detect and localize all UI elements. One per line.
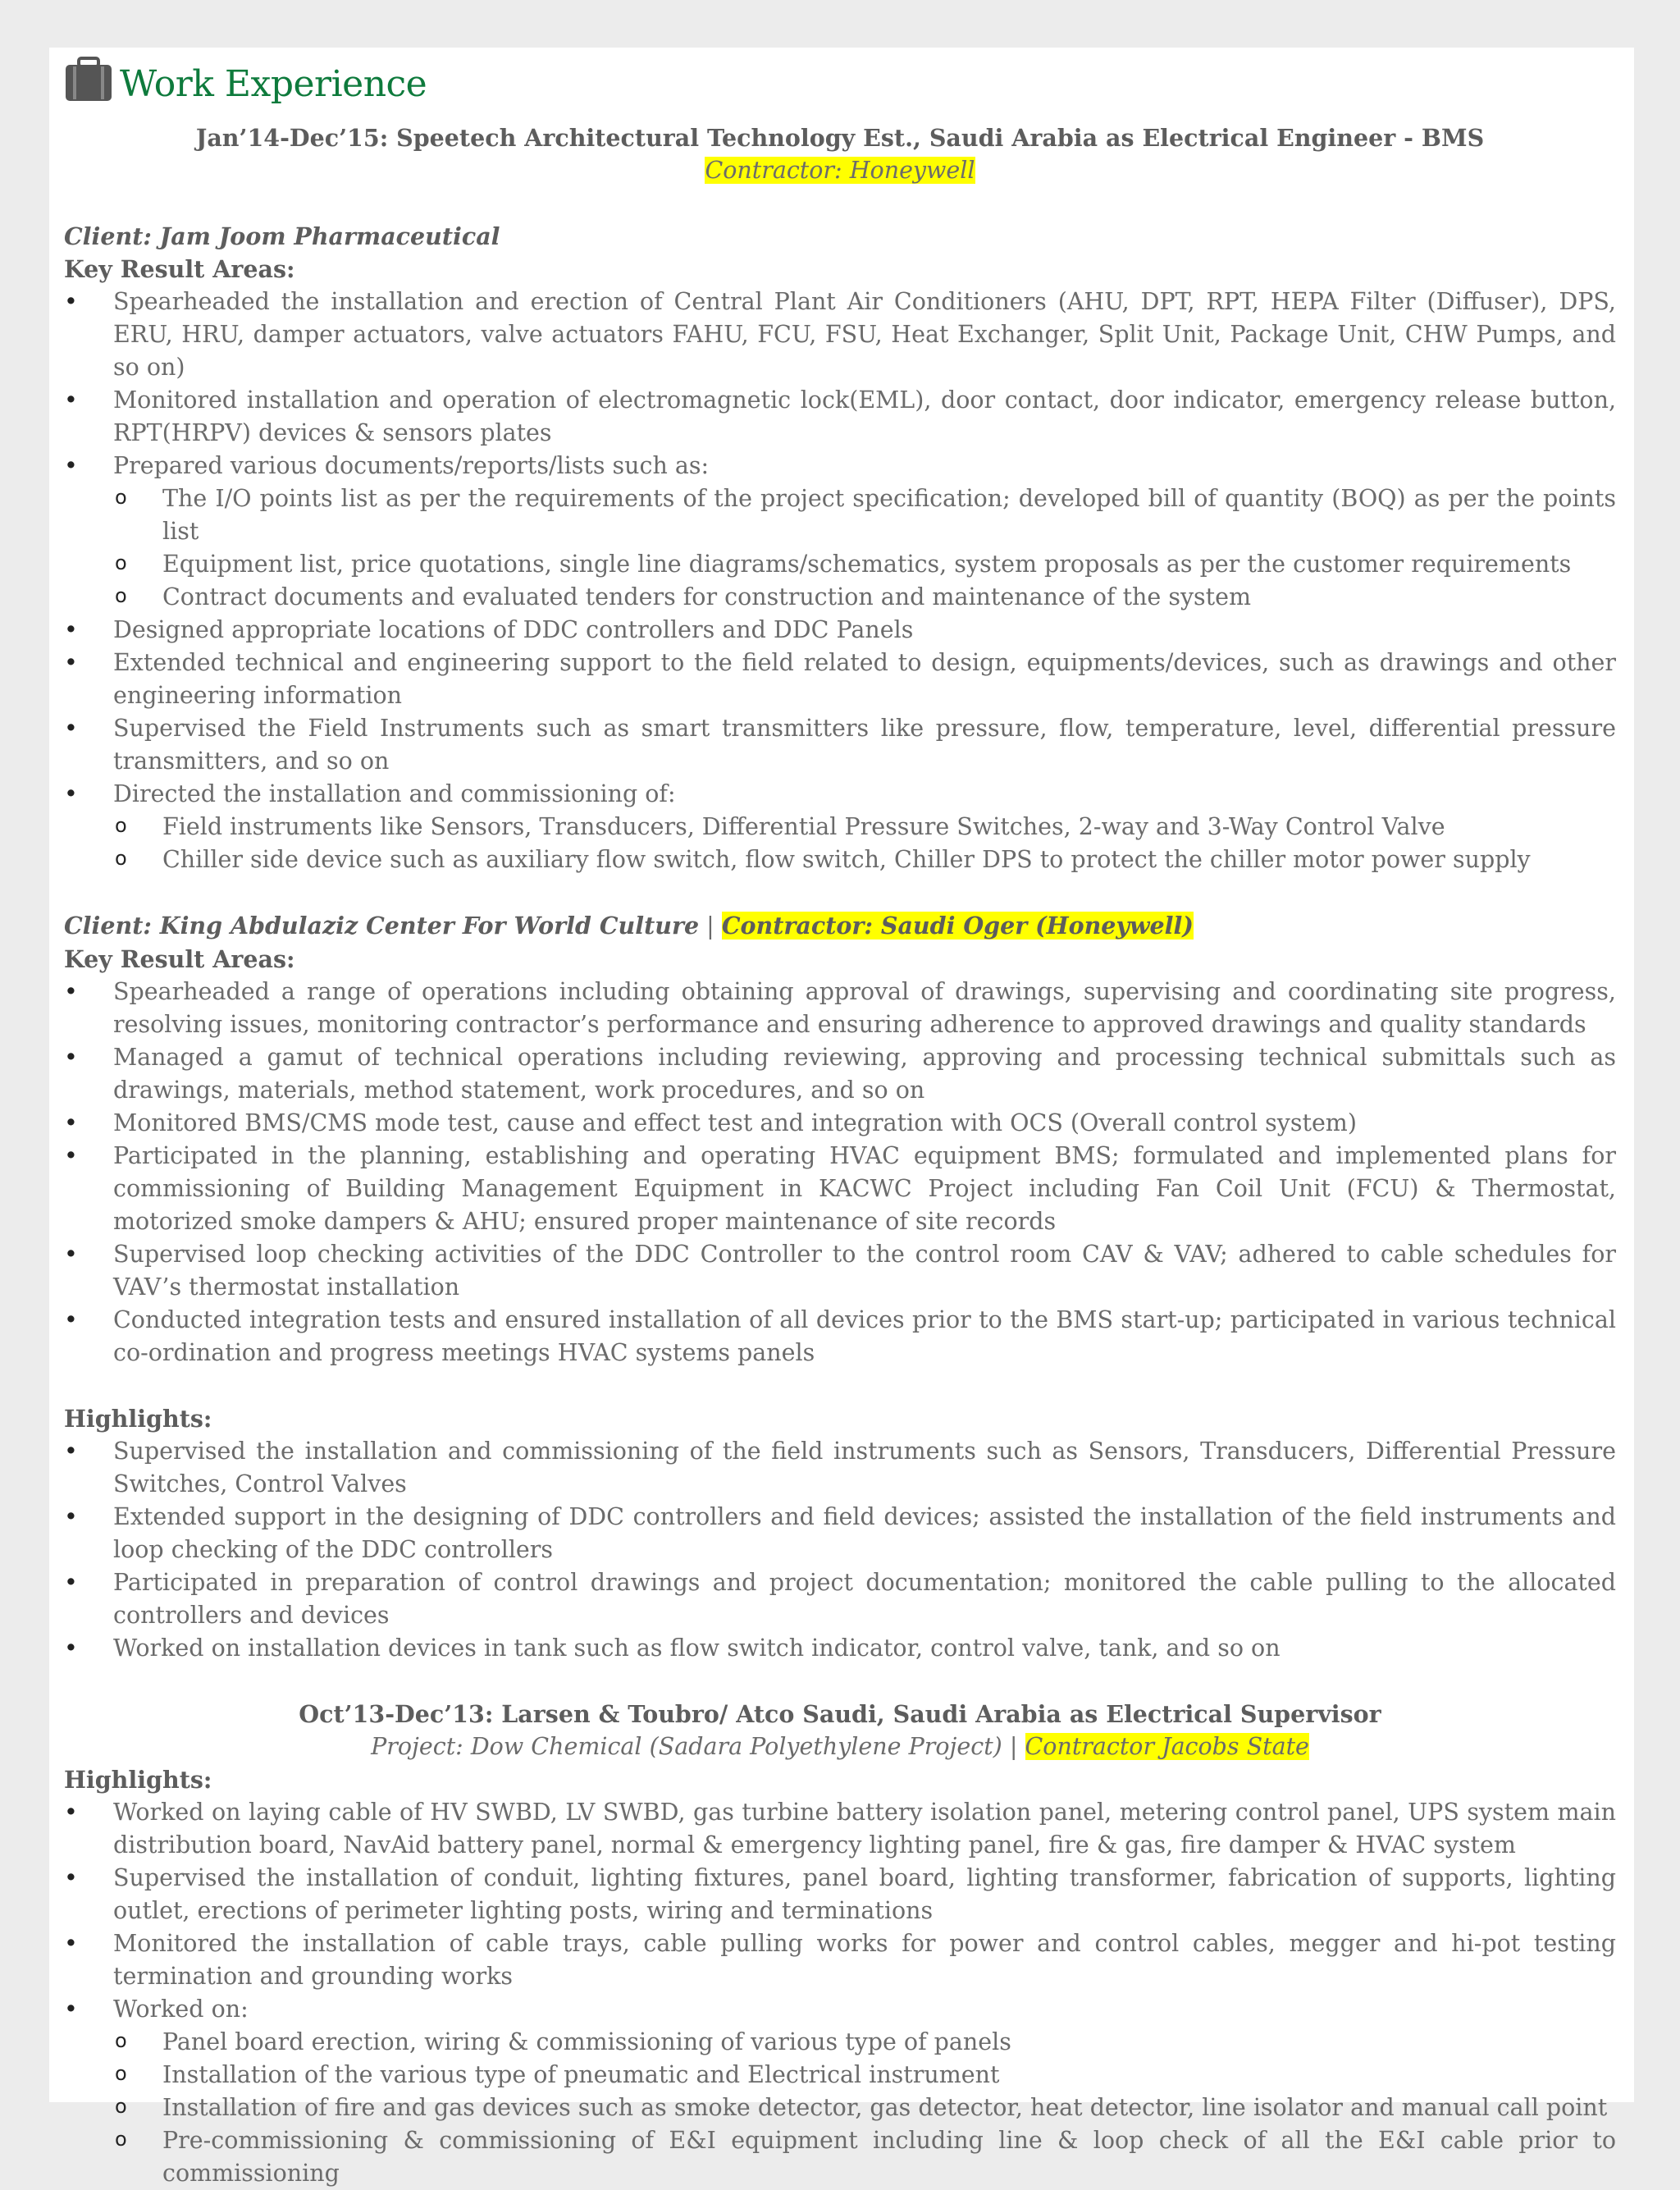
highlights-list <box>64 1796 1616 2190</box>
contractor-label: Contractor: Honeywell <box>705 157 975 184</box>
sub-list-item: o Chiller side device such as auxiliary flow switch, flow switch, Chiller DPS to protect the chiller motor power supply <box>64 844 1616 876</box>
job-title: Jan’14-Dec’15: Speetech Architectural Technology Est., Saudi Arabia as Electrical Engineer - BMS <box>195 124 1485 152</box>
project-name: Project: Dow Chemical (Sadara Polyethylene Project) <box>371 1733 1002 1760</box>
list-item: • Spearheaded the installation and erection of Central Plant Air Conditioners (AHU, DPT, RPT, HEPA Filter (Diffuser), DPS, ERU, HRU, damper actuators, valve actuators FAHU, FCU, FSU, Heat Exchanger, Split Unit, Package Unit, CHW Pumps, and so on) <box>64 286 1616 384</box>
client-line <box>64 909 1616 943</box>
list-item: • Extended support in the designing of DDC controllers and field devices; assisted the installation of the field instruments and loop checking of the DDC controllers <box>64 1501 1616 1566</box>
sub-list <box>64 811 1616 876</box>
list-item: • Monitored the installation of cable trays, cable pulling works for power and control cables, megger and hi-pot testing termination and grounding works <box>64 1927 1616 1993</box>
list-item-text: Worked on: <box>113 1996 249 2023</box>
list-item: • Supervised the Field Instruments such as smart transmitters like pressure, flow, temperature, level, differential pressure transmitters, and so on <box>64 712 1616 778</box>
sub-list-item: o Field instruments like Sensors, Transducers, Differential Pressure Switches, 2-way and 3-Way Control Valve <box>64 811 1616 844</box>
list-item: • Designed appropriate locations of DDC controllers and DDC Panels <box>64 614 1616 647</box>
sub-list <box>64 2026 1616 2190</box>
highlights-heading: Highlights: <box>64 1766 212 1794</box>
list-item <box>64 778 1616 876</box>
list-item: • Worked on installation devices in tank such as flow switch indicator, control valve, tank, and so on <box>64 1632 1616 1665</box>
sub-list-item: o Installation of the various type of pneumatic and Electrical instrument <box>64 2059 1616 2092</box>
briefcase-icon <box>64 57 113 103</box>
sub-list-item: o The I/O points list as per the requirements of the project specification; developed bill of quantity (BOQ) as per the points list <box>64 482 1616 548</box>
client-name: Client: Jam Joom Pharmaceutical <box>64 222 500 250</box>
sub-list-item: o Equipment list, price quotations, single line diagrams/schematics, system proposals as per the customer requirements <box>64 548 1616 581</box>
section-title: Work Experience <box>120 63 427 105</box>
separator: | <box>1002 1733 1025 1760</box>
list-item: • Participated in preparation of control drawings and project documentation; monitored the cable pulling to the allocated controllers and devices <box>64 1566 1616 1632</box>
list-item: • Monitored installation and operation of electromagnetic lock(EML), door contact, door indicator, emergency release button, RPT(HRPV) devices & sensors plates <box>64 384 1616 450</box>
job-title: Oct’13-Dec’13: Larsen & Toubro/ Atco Saudi, Saudi Arabia as Electrical Supervisor <box>299 1700 1381 1728</box>
sub-list <box>64 482 1616 614</box>
sub-list-item: o Installation of fire and gas devices such as smoke detector, gas detector, heat detector, line isolator and manual call point <box>64 2092 1616 2124</box>
key-result-list <box>64 286 1616 876</box>
sub-list-item: o Contract documents and evaluated tenders for construction and maintenance of the system <box>64 581 1616 614</box>
list-item: • Spearheaded a range of operations including obtaining approval of drawings, supervising and coordinating site progress, resolving issues, monitoring contractor’s performance and ensuring adherence to approved drawings and quality standards <box>64 976 1616 1041</box>
contractor-label: Contractor Jacobs State <box>1025 1733 1309 1760</box>
list-item: • Participated in the planning, establishing and operating HVAC equipment BMS; formulated and implemented plans for commissioning of Building Management Equipment in KACWC Project including Fan Coil Unit (FCU) & Thermostat, motorized smoke dampers & AHU; ensured proper maintenance of site records <box>64 1140 1616 1238</box>
list-item: • Supervised loop checking activities of the DDC Controller to the control room CAV & VAV; adhered to cable schedules for VAV’s thermostat installation <box>64 1238 1616 1304</box>
section-header <box>64 48 1616 121</box>
project-line <box>64 1731 1616 1763</box>
list-item: • Supervised the installation and commissioning of the field instruments such as Sensors, Transducers, Differential Pressure Switches, Control Valves <box>64 1435 1616 1501</box>
key-result-areas-heading: Key Result Areas: <box>64 255 295 283</box>
list-item <box>64 450 1616 614</box>
list-item: • Monitored BMS/CMS mode test, cause and effect test and integration with OCS (Overall control system) <box>64 1107 1616 1140</box>
list-item-text: Directed the installation and commissioning of: <box>113 780 676 807</box>
separator: | <box>699 912 722 940</box>
key-result-areas-heading: Key Result Areas: <box>64 945 295 973</box>
list-item: • Worked on laying cable of HV SWBD, LV SWBD, gas turbine battery isolation panel, metering control panel, UPS system main distribution board, NavAid battery panel, normal & emergency lighting panel, fire & gas, fire damper & HVAC system <box>64 1796 1616 1862</box>
sub-list-item: o Pre-commissioning & commissioning of E&I equipment including line & loop check of all the E&I cable prior to commissioning <box>64 2124 1616 2190</box>
list-item <box>64 1993 1616 2190</box>
list-item: • Supervised the installation of conduit, lighting fixtures, panel board, lighting transformer, fabrication of supports, lighting outlet, erections of perimeter lighting posts, wiring and terminations <box>64 1862 1616 1927</box>
client-name: Client: King Abdulaziz Center For World Culture <box>64 912 700 940</box>
list-item-text: Prepared various documents/reports/lists such as: <box>113 452 710 479</box>
sub-list-item: o Panel board erection, wiring & commissioning of various type of panels <box>64 2026 1616 2059</box>
contractor-label: Contractor: Saudi Oger (Honeywell) <box>721 912 1194 940</box>
key-result-list <box>64 976 1616 1369</box>
job-contractor <box>64 154 1616 187</box>
list-item: • Managed a gamut of technical operations including reviewing, approving and processing technical submittals such as drawings, materials, method statement, work procedures, and so on <box>64 1041 1616 1107</box>
work-experience-section <box>64 48 1616 2190</box>
list-item: • Conducted integration tests and ensured installation of all devices prior to the BMS start-up; participated in various technical co-ordination and progress meetings HVAC systems panels <box>64 1304 1616 1369</box>
highlights-heading: Highlights: <box>64 1405 212 1433</box>
list-item: • Extended technical and engineering support to the field related to design, equipments/devices, such as drawings and other engineering information <box>64 647 1616 712</box>
resume-page <box>49 48 1634 2187</box>
highlights-list <box>64 1435 1616 1665</box>
